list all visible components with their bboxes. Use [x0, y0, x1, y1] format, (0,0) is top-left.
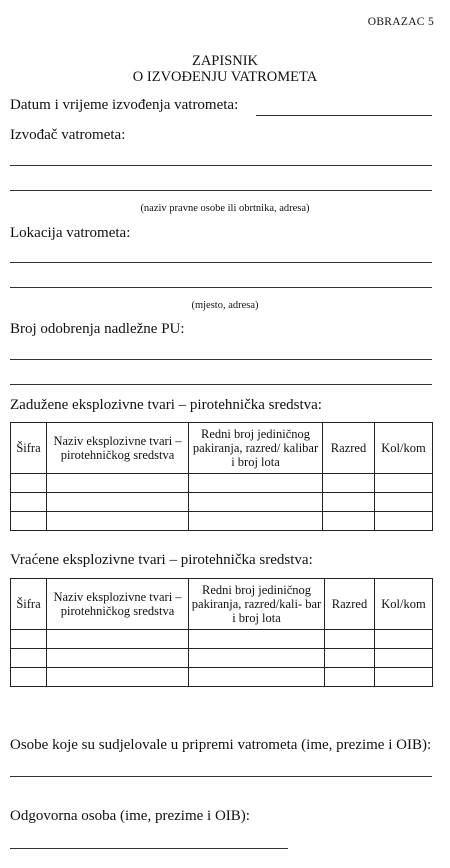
table-cell[interactable] — [189, 668, 325, 687]
table-cell[interactable] — [375, 512, 433, 531]
participants-fill-line[interactable] — [10, 776, 432, 777]
document-title: ZAPISNIK — [191, 53, 259, 69]
table-header-row — [11, 423, 433, 474]
table-cell[interactable] — [11, 512, 47, 531]
date-time-label: Datum i vrijeme izvođenja vatrometa: — [10, 97, 239, 113]
table2-caption: Vraćene eksplozivne tvari – pirotehnička sredstva: — [10, 552, 313, 568]
table-cell[interactable] — [189, 474, 323, 493]
header-code: Šifra — [11, 579, 47, 630]
issued-items-table — [10, 422, 433, 531]
table-cell[interactable] — [189, 493, 323, 512]
approval-label: Broj odobrenja nadležne PU: — [10, 321, 185, 337]
header-class: Razred — [323, 423, 375, 474]
table-cell[interactable] — [47, 668, 189, 687]
table-cell[interactable] — [325, 649, 375, 668]
header-name: Naziv eksplozivne tvari – pirotehničkog sredstva — [47, 423, 189, 474]
header-class: Razred — [325, 579, 375, 630]
header-quantity: Kol/kom — [375, 423, 433, 474]
date-time-fill-line[interactable] — [256, 115, 432, 116]
table-cell[interactable] — [47, 630, 189, 649]
table-cell[interactable] — [375, 668, 433, 687]
location-fill-line-2[interactable] — [10, 287, 432, 288]
table-cell[interactable] — [323, 474, 375, 493]
table-cell[interactable] — [47, 474, 189, 493]
location-fill-line-1[interactable] — [10, 262, 432, 263]
table-row[interactable] — [11, 649, 433, 668]
table1-caption: Zadužene eksplozivne tvari – pirotehnička sredstva: — [10, 397, 322, 413]
responsible-fill-line[interactable] — [10, 848, 288, 849]
table-cell[interactable] — [323, 512, 375, 531]
table-row[interactable] — [11, 512, 433, 531]
table-cell[interactable] — [375, 474, 433, 493]
table-cell[interactable] — [47, 493, 189, 512]
performer-fill-line-1[interactable] — [10, 165, 432, 166]
participants-label: Osobe koje su sudjelovale u pripremi vatrometa (ime, prezime i OIB): — [10, 737, 432, 753]
table-row[interactable] — [11, 474, 433, 493]
table-cell[interactable] — [11, 630, 47, 649]
performer-note: (naziv pravne osobe ili obrtnika, adresa) — [140, 203, 310, 214]
performer-fill-line-2[interactable] — [10, 190, 432, 191]
table-cell[interactable] — [11, 493, 47, 512]
table-row[interactable] — [11, 493, 433, 512]
approval-fill-line-2[interactable] — [10, 384, 432, 385]
returned-items-table — [10, 578, 433, 687]
table-cell[interactable] — [375, 630, 433, 649]
form-code: OBRAZAC 5 — [367, 16, 434, 28]
table-cell[interactable] — [47, 649, 189, 668]
responsible-label: Odgovorna osoba (ime, prezime i OIB): — [10, 808, 250, 824]
header-package: Redni broj jediničnog pakiranja, razred/ kalibar i broj lota — [189, 423, 323, 474]
approval-fill-line-1[interactable] — [10, 359, 432, 360]
table-cell[interactable] — [47, 512, 189, 531]
table-cell[interactable] — [189, 649, 325, 668]
table-cell[interactable] — [11, 649, 47, 668]
table-cell[interactable] — [325, 630, 375, 649]
table-row[interactable] — [11, 668, 433, 687]
document-subtitle: O IZVOĐENJU VATROMETA — [132, 69, 318, 85]
table-cell[interactable] — [189, 512, 323, 531]
table-cell[interactable] — [325, 668, 375, 687]
performer-label: Izvođač vatrometa: — [10, 127, 126, 143]
header-code: Šifra — [11, 423, 47, 474]
table-cell[interactable] — [375, 649, 433, 668]
table-cell[interactable] — [375, 493, 433, 512]
table-row[interactable] — [11, 630, 433, 649]
header-name: Naziv eksplozivne tvari – pirotehničkog sredstva — [47, 579, 189, 630]
table-cell[interactable] — [189, 630, 325, 649]
header-package: Redni broj jediničnog pakiranja, razred/kali- bar i broj lota — [189, 579, 325, 630]
header-quantity: Kol/kom — [375, 579, 433, 630]
location-label: Lokacija vatrometa: — [10, 225, 131, 241]
table-cell[interactable] — [11, 474, 47, 493]
table-cell[interactable] — [323, 493, 375, 512]
location-note: (mjesto, adresa) — [191, 300, 259, 311]
table-cell[interactable] — [11, 668, 47, 687]
table-header-row — [11, 579, 433, 630]
